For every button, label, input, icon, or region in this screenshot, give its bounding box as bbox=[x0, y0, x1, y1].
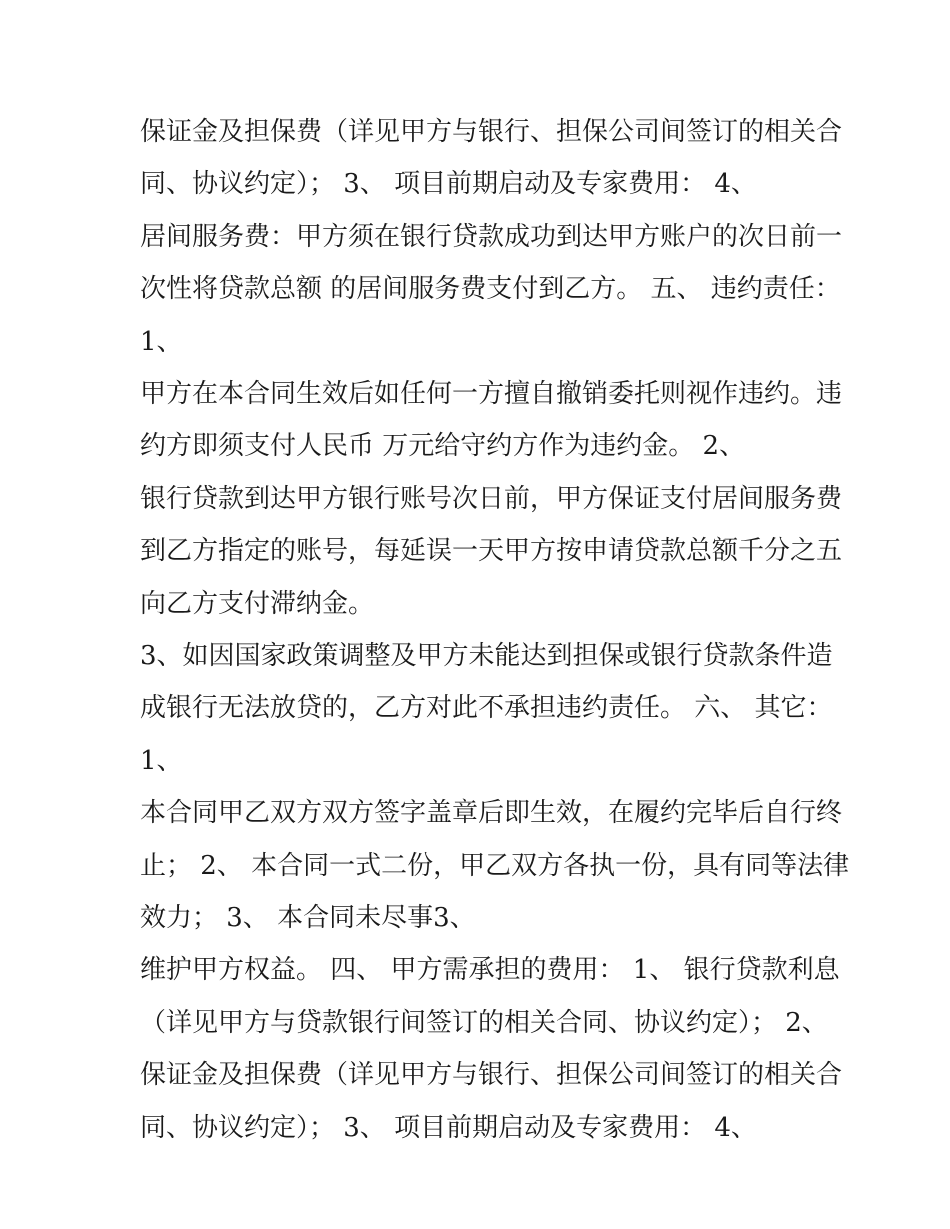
text-line: 同、协议约定）； 3、 项目前期启动及专家费用： 4、 bbox=[140, 169, 757, 199]
text-line: 向乙方支付滞纳金。 bbox=[140, 589, 375, 619]
text-line: 约方即须支付人民币 万元给守约方作为违约金。 2、 bbox=[140, 431, 746, 461]
text-line: （详见甲方与贷款银行间签订的相关合同、协议约定）； 2、 bbox=[140, 1008, 828, 1038]
text-line: 甲方在本合同生效后如任何一方擅自撤销委托则视作违约。违 bbox=[140, 379, 843, 409]
text-line: 成银行无法放贷的，乙方对此不承担违约责任。 六、 其它： bbox=[140, 693, 833, 723]
text-line: 维护甲方权益。 四、 甲方需承担的费用： 1、 银行贷款利息 bbox=[140, 955, 840, 985]
text-line: 次性将贷款总额 的居间服务费支付到乙方。 五、 违约责任： bbox=[140, 274, 841, 304]
text-line: 到乙方指定的账号，每延误一天甲方按申请贷款总额千分之五 bbox=[140, 536, 843, 566]
text-line: 同、协议约定）； 3、 项目前期启动及专家费用： 4、 bbox=[140, 1113, 757, 1143]
text-line: 本合同甲乙双方双方签字盖章后即生效，在履约完毕后自行终 bbox=[140, 798, 843, 828]
text-line: 效力； 3、 本合同未尽事3、 bbox=[140, 903, 476, 933]
text-line: 保证金及担保费（详见甲方与银行、担保公司间签订的相关合 bbox=[140, 117, 843, 147]
text-line: 保证金及担保费（详见甲方与银行、担保公司间签订的相关合 bbox=[140, 1060, 843, 1090]
text-line: 3、如因国家政策调整及甲方未能达到担保或银行贷款条件造 bbox=[140, 641, 833, 671]
text-line: 居间服务费：甲方须在银行贷款成功到达甲方账户的次日前一 bbox=[140, 222, 843, 252]
text-line: 银行贷款到达甲方银行账号次日前，甲方保证支付居间服务费 bbox=[140, 484, 843, 514]
text-line: 止； 2、 本合同一式二份，甲乙双方各执一份，具有同等法律 bbox=[140, 851, 850, 881]
text-line: 1、 bbox=[140, 746, 183, 776]
text-line: 1、 bbox=[140, 327, 183, 357]
